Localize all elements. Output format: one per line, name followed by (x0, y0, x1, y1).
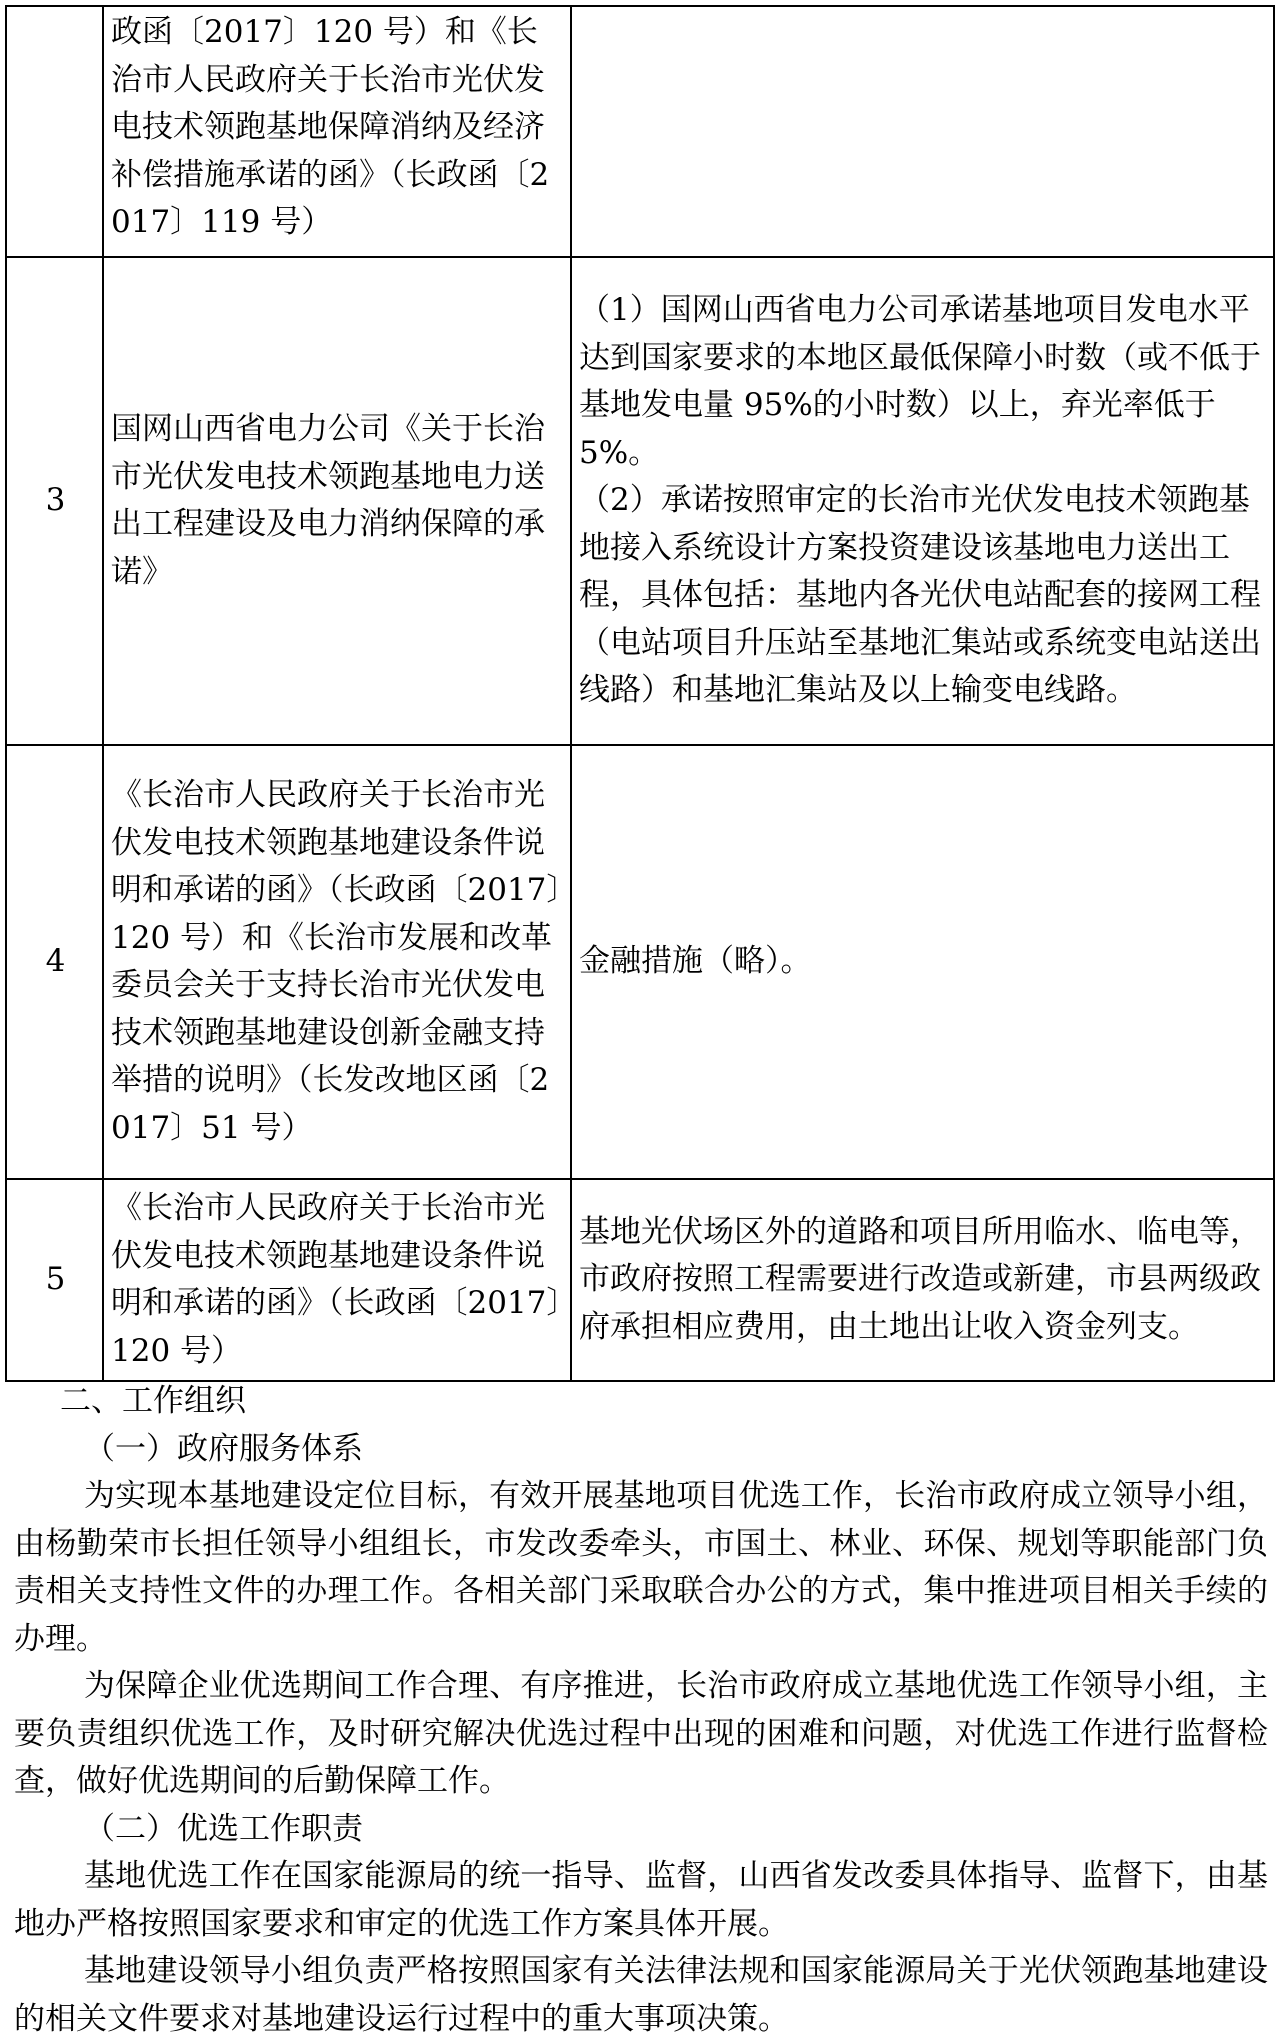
paragraph: 为保障企业优选期间工作合理、有序推进，长治市政府成立基地优选工作领导小组，主要负责组织优选工作，及时研究解决优选过程中出现的困难和问题，对优选工作进行监督检查，做好优选期间的后勤保障工作。 (14, 1668, 1268, 1799)
document-cell: 《长治市人民政府关于长治市光伏发电技术领跑基地建设条件说明和承诺的函》（长政函〔2017〕120 号） (103, 1179, 571, 1381)
paragraph: 基地优选工作在国家能源局的统一指导、监督，山西省发改委具体指导、监督下，由基地办严格按照国家要求和审定的优选工作方案具体开展。 (14, 1858, 1268, 1942)
commitments-table (5, 5, 1275, 1382)
row-number-cell (6, 6, 103, 257)
row-number-cell: 3 (6, 257, 103, 745)
section-heading: 二、工作组织 (60, 1383, 246, 1419)
table-row (6, 1179, 1274, 1381)
body-text (14, 1378, 1268, 2043)
content-item: 金融措施（略）。 (579, 943, 812, 980)
content-cell (571, 257, 1274, 745)
content-cell (571, 6, 1274, 257)
table-row (6, 6, 1274, 257)
content-cell (571, 745, 1274, 1179)
table-row (6, 745, 1274, 1179)
document-cell: 国网山西省电力公司《关于长治市光伏发电技术领跑基地电力送出工程建设及电力消纳保障的承诺》 (103, 257, 571, 745)
paragraph: 基地建设领导小组负责严格按照国家有关法律法规和国家能源局关于光伏领跑基地建设的相关文件要求对基地建设运行过程中的重大事项决策。 (14, 1953, 1268, 2037)
content-item: 基地光伏场区外的道路和项目所用临水、临电等，市政府按照工程需要进行改造或新建，市县两级政府承担相应费用，由土地出让收入资金列支。 (579, 1213, 1261, 1345)
row-number-cell: 5 (6, 1179, 103, 1381)
table-row (6, 257, 1274, 745)
subsection-heading: （一）政府服务体系 (84, 1430, 363, 1467)
content-item: （1）国网山西省电力公司承诺基地项目发电水平达到国家要求的本地区最低保障小时数（或不低于基地发电量 95%的小时数）以上，弃光率低于 5%。 (579, 292, 1261, 471)
subsection-heading: （二）优选工作职责 (84, 1810, 363, 1847)
paragraph: 为实现本基地建设定位目标，有效开展基地项目优选工作，长治市政府成立领导小组，由杨勤荣市长担任领导小组组长，市发改委牵头，市国土、林业、环保、规划等职能部门负责相关支持性文件的办理工作。各相关部门采取联合办公的方式，集中推进项目相关手续的办理。 (14, 1478, 1268, 1657)
content-item: （2）承诺按照审定的长治市光伏发电技术领跑基地接入系统设计方案投资建设该基地电力送出工程，具体包括：基地内各光伏电站配套的接网工程（电站项目升压站至基地汇集站或系统变电站送出线路）和基地汇集站及以上输变电线路。 (579, 482, 1261, 709)
row-number-cell: 4 (6, 745, 103, 1179)
document-cell: 政函〔2017〕120 号）和《长治市人民政府关于长治市光伏发电技术领跑基地保障消纳及经济补偿措施承诺的函》（长政函〔2017〕119 号） (103, 6, 571, 257)
document-cell: 《长治市人民政府关于长治市光伏发电技术领跑基地建设条件说明和承诺的函》（长政函〔2017〕120 号）和《长治市发展和改革委员会关于支持长治市光伏发电技术领跑基地建设创新金融支持举措的说明》（长发改地区函〔2017〕51 号） (103, 745, 571, 1179)
content-cell (571, 1179, 1274, 1381)
